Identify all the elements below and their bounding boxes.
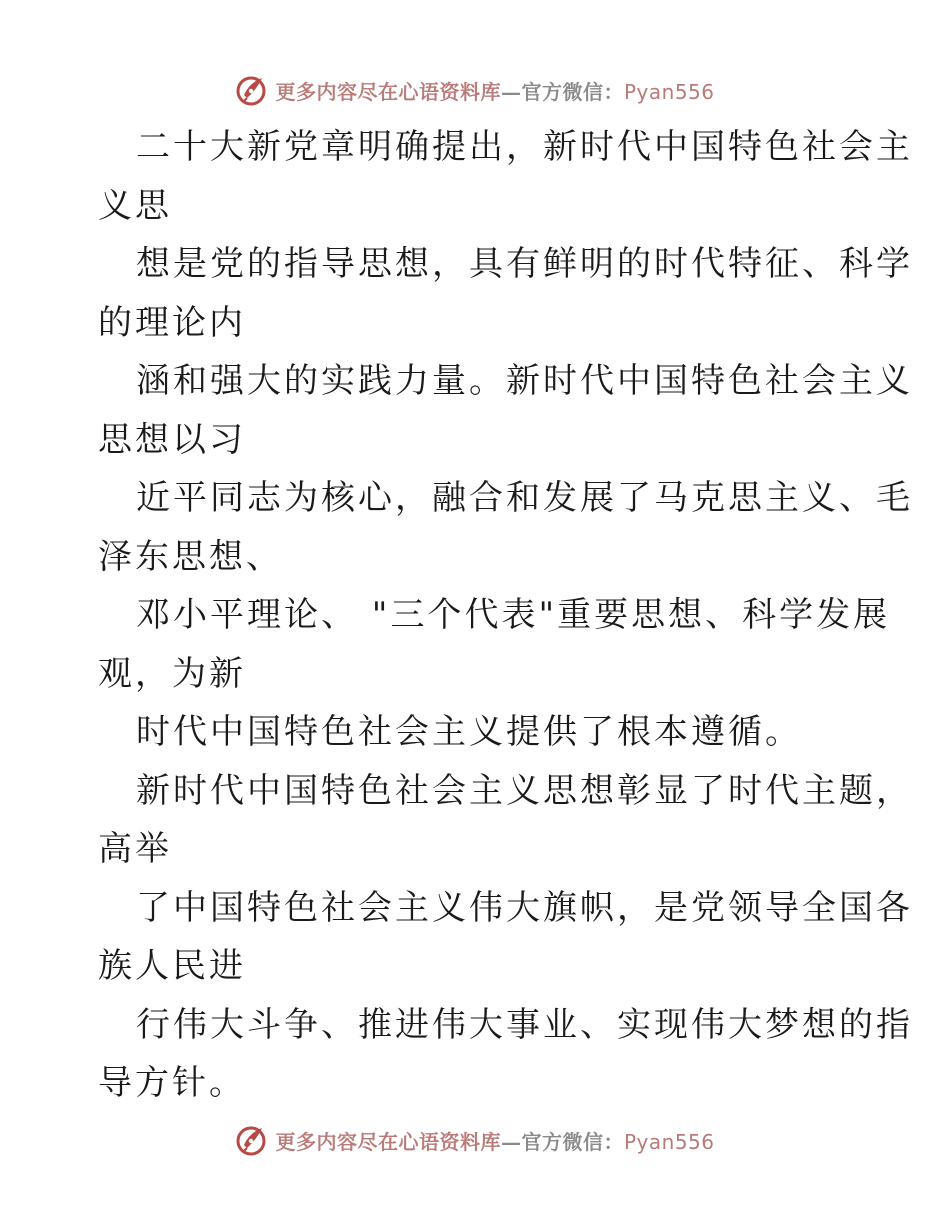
text-line: 邓小平理论、 "三个代表"重要思想、科学发展 bbox=[136, 595, 891, 635]
text-line: 泽东思想、 bbox=[98, 536, 283, 577]
banner-wechat-label: 官方微信： bbox=[521, 79, 624, 104]
text-line: 思想以习 bbox=[98, 419, 246, 460]
text-line: 族人民进 bbox=[98, 946, 246, 986]
text-line: 观，为新 bbox=[98, 653, 246, 694]
banner-content bbox=[235, 1123, 714, 1157]
banner-text bbox=[275, 1126, 714, 1155]
pen-logo-icon bbox=[235, 1123, 269, 1157]
text-line: 新时代中国特色社会主义思想彰显了时代主题， bbox=[136, 770, 913, 811]
document-body bbox=[98, 118, 913, 1113]
banner-wechat-id: Pyan556 bbox=[623, 1129, 715, 1154]
banner-separator: — bbox=[500, 79, 522, 104]
banner-text bbox=[275, 76, 714, 105]
text-line: 导方针。 bbox=[98, 1063, 246, 1103]
banner-brand-text: 更多内容尽在心语资料库 bbox=[275, 1129, 501, 1154]
text-line: 想是党的指导思想，具有鲜明的时代特征、科学 bbox=[136, 244, 913, 284]
text-line: 高举 bbox=[98, 829, 172, 869]
pen-logo-icon bbox=[235, 73, 269, 107]
text-line: 的理论内 bbox=[98, 302, 246, 343]
footer-banner bbox=[0, 1120, 950, 1160]
text-line: 行伟大斗争、推进伟大事业、实现伟大梦想的指 bbox=[136, 1004, 913, 1045]
banner-content bbox=[235, 73, 714, 107]
text-line: 了中国特色社会主义伟大旗帜，是党领导全国各 bbox=[136, 887, 913, 928]
banner-separator: — bbox=[500, 1129, 522, 1154]
banner-wechat-label: 官方微信： bbox=[521, 1129, 624, 1154]
banner-wechat-id: Pyan556 bbox=[623, 79, 715, 104]
text-line: 涵和强大的实践力量。新时代中国特色社会主义 bbox=[136, 361, 913, 401]
text-line: 二十大新党章明确提出，新时代中国特色社会主 bbox=[136, 127, 913, 167]
text-line: 近平同志为核心，融合和发展了马克思主义、毛 bbox=[136, 478, 913, 518]
banner-brand-text: 更多内容尽在心语资料库 bbox=[275, 79, 501, 104]
text-line: 时代中国特色社会主义提供了根本遵循。 bbox=[136, 712, 802, 752]
text-line: 义思 bbox=[98, 185, 172, 226]
header-banner bbox=[0, 70, 950, 110]
